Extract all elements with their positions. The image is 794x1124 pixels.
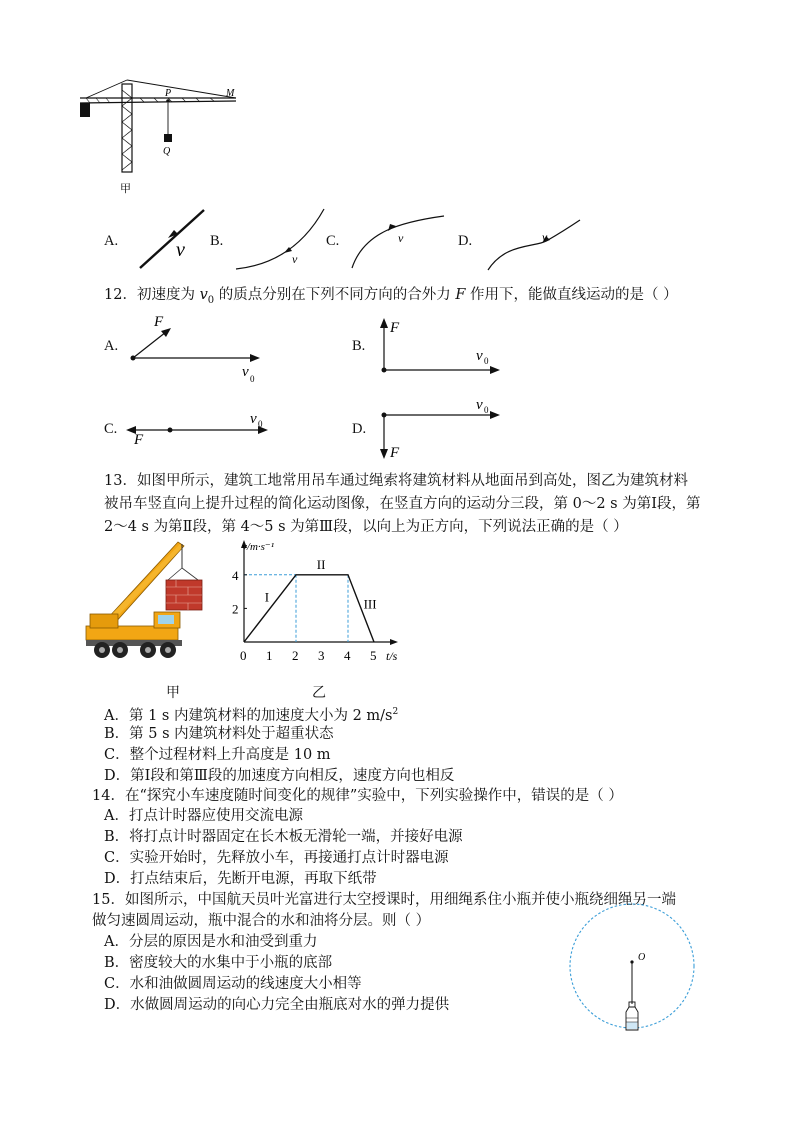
q12-b-f: F <box>390 320 400 336</box>
q12-option-b-figure <box>376 312 506 376</box>
tower-crane-figure <box>76 76 246 198</box>
q12-option-d-label: D. <box>352 421 367 437</box>
y-axis-label: v/m·s⁻¹ <box>242 541 275 553</box>
x-axis-arrow <box>390 639 398 645</box>
q12-option-c-label: C. <box>104 421 118 437</box>
q15-option-b: B．密度较大的水集中于小瓶的底部 <box>104 955 333 971</box>
q12-option-b-label: B. <box>352 338 366 354</box>
q12-a-f: F <box>154 314 164 330</box>
segment-label: II <box>316 556 326 572</box>
q15-stem-line2: 做匀速圆周运动，瓶中混合的水和油将分层。则（ ） <box>92 913 431 929</box>
q14-option-b: B．将打点计时器固定在长木板无滑轮一端，并接好电源 <box>104 829 463 845</box>
q15-option-c: C．水和油做圆周运动的线速度大小相等 <box>104 976 362 992</box>
q13-option-a: A．第 1 s 内建筑材料的加速度大小为 2 $m/s^2$ <box>104 707 399 724</box>
q12-c-v: v <box>250 411 257 427</box>
q12-a-v: v <box>242 364 249 380</box>
x-tick-label: 3 <box>318 648 325 663</box>
vt-series-line <box>244 575 374 642</box>
y-tick-label: 4 <box>232 567 239 583</box>
q12-d-v: v <box>476 397 483 413</box>
q13-option-c: C．整个过程材料上升高度是 10 m <box>104 747 331 763</box>
y-tick-label: 2 <box>232 601 239 617</box>
x-tick-label: 0 <box>240 648 247 663</box>
q11-a-v: v <box>176 239 185 261</box>
q11-option-b-label: B. <box>210 233 224 249</box>
q11-c-v: v <box>398 231 404 245</box>
q15-option-d: D．水做圆周运动的向心力完全由瓶底对水的弹力提供 <box>104 997 450 1013</box>
q15-option-a: A．分层的原因是水和油受到重力 <box>104 934 318 950</box>
q12-b-v: v <box>476 348 483 364</box>
q11-option-d-figure <box>486 218 582 272</box>
q12-b-sub: 0 <box>484 356 489 366</box>
truck-crane-illustration <box>84 540 212 662</box>
q11-option-d-label: D. <box>458 233 473 249</box>
label-p: P <box>165 88 172 99</box>
q11-option-a-figure <box>134 206 210 272</box>
q12-option-c-figure <box>124 408 274 448</box>
x-axis-label: t/s <box>386 649 398 663</box>
q12-a-sub: 0 <box>250 374 255 384</box>
label-q: Q <box>163 146 171 157</box>
q11-option-b-figure <box>234 205 328 273</box>
q13-option-d: D．第Ⅰ段和第Ⅲ段的加速度方向相反，速度方向也相反 <box>104 768 455 784</box>
q14-stem: 14．在“探究小车速度随时间变化的规律”实验中，下列实验操作中，错误的是（ ） <box>92 788 623 804</box>
q11-b-v: v <box>292 252 298 266</box>
x-tick-label: 4 <box>344 648 351 663</box>
segment-label: III <box>363 596 377 612</box>
q11-option-c-label: C. <box>326 233 340 249</box>
circular-motion-figure <box>566 900 700 1040</box>
q13-option-b: B．第 5 s 内建筑材料处于超重状态 <box>104 726 334 742</box>
q12-option-d-figure <box>376 395 506 463</box>
q15-stem-line1: 15．如图所示，中国航天员叶光富进行太空授课时，用细绳系住小瓶并使小瓶绕细绳另一端 <box>92 892 676 908</box>
q12-d-f: F <box>390 445 400 461</box>
q12-stem: 12．初速度为 $v_0$ 的质点分别在下列不同方向的合外力 F 作用下，能做直线运动的是（ ） <box>104 287 678 306</box>
q11-option-c-figure <box>350 212 446 270</box>
q12-c-f: F <box>134 432 144 448</box>
q13-stem-line1: 13．如图甲所示，建筑工地常用吊车通过绳索将建筑材料从地面吊到高处，图乙为建筑材料 <box>104 473 688 489</box>
q11-d-v: v <box>542 230 548 244</box>
q12-option-a-label: A. <box>104 338 119 354</box>
segment-label: I <box>264 589 270 605</box>
figure-caption-jia: 甲 <box>120 183 131 195</box>
q12-option-a-figure <box>126 310 266 386</box>
label-o: O <box>638 952 646 963</box>
q12-d-sub: 0 <box>484 405 489 415</box>
label-m: M <box>226 88 235 99</box>
q14-option-a: A．打点计时器应使用交流电源 <box>104 808 303 824</box>
q12-c-sub: 0 <box>258 419 263 429</box>
x-tick-label: 1 <box>266 648 273 663</box>
q13-stem-line2: 被吊车竖直向上提升过程的简化运动图像，在竖直方向的运动分三段，第 0～2 s 为第Ⅰ段，第 <box>104 496 701 512</box>
x-tick-label: 2 <box>292 648 299 663</box>
q14-option-c: C．实验开始时，先释放小车，再接通打点计时器电源 <box>104 850 449 866</box>
vt-graph <box>226 538 422 668</box>
q13-stem-line3: 2～4 s 为第Ⅱ段，第 4～5 s 为第Ⅲ段，以向上为正方向，下列说法正确的是（ ） <box>104 519 628 535</box>
caption-yi: 乙 <box>312 685 326 701</box>
q11-option-a-label: A. <box>104 233 119 249</box>
q14-option-d: D．打点结束后，先断开电源，再取下纸带 <box>104 871 377 887</box>
caption-jia: 甲 <box>166 685 180 701</box>
x-tick-label: 5 <box>370 648 377 663</box>
